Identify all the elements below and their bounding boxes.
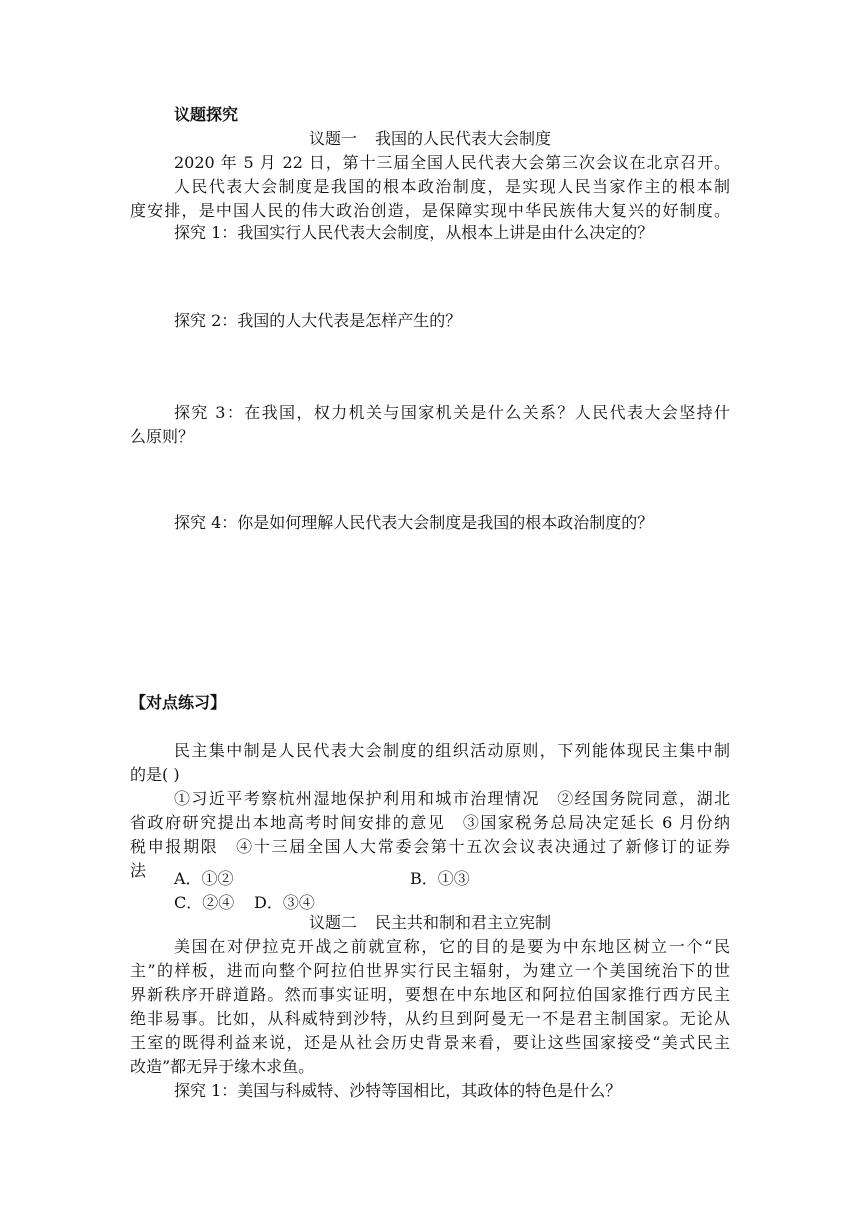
case-paragraph-line: 界新秩序开辟道路。然而事实证明，要想在中东地区和阿拉伯国家推行西方民主 <box>130 985 730 1004</box>
practice-heading: 【对点练习】 <box>130 693 227 712</box>
case-paragraph-line: 美国在对伊拉克开战之前就宣称，它的目的是要为中东地区树立一个“民 <box>174 937 730 956</box>
practice-items: 法 <box>130 861 147 880</box>
option-d: D．③④ <box>254 893 315 912</box>
practice-items: 税申报期限 ④十三届全国人大常委会第十五次会议表决通过了新修订的证券 <box>130 837 730 856</box>
intro-paragraph-line: 2020 年 5 月 22 日，第十三届全国人民代表大会第三次会议在北京召开。 <box>174 153 730 172</box>
case-paragraph-line: 改造”都无异于缘木求鱼。 <box>130 1057 315 1076</box>
topic-title <box>130 911 730 935</box>
question-4: 探究 4：你是如何理解人民代表大会制度是我国的根本政治制度的？ <box>174 513 654 532</box>
option-b: B．①③ <box>410 869 470 888</box>
topic-title-text: 我国的人民代表大会制度 <box>375 129 552 148</box>
practice-stem: 民主集中制是人民代表大会制度的组织活动原则，下列能体现民主集中制 <box>174 741 730 760</box>
option-a: A．①② <box>174 869 234 888</box>
practice-items: ①习近平考察杭州湿地保护利用和城市治理情况 ②经国务院同意，湖北 <box>174 789 730 808</box>
question-1: 探究 1：美国与科威特、沙特等国相比，其政体的特色是什么？ <box>174 1081 622 1100</box>
option-c: C．②④ <box>174 893 235 912</box>
question-2: 探究 2：我国的人大代表是怎样产生的？ <box>174 311 462 330</box>
case-paragraph-line: 王室的既得利益来说，还是从社会历史背景来看，要让这些国家接受“美式民主 <box>130 1033 730 1052</box>
topic-title <box>130 127 730 151</box>
topic-title-prefix: 议题一 <box>308 129 357 148</box>
question-1: 探究 1：我国实行人民代表大会制度，从根本上讲是由什么决定的？ <box>174 223 654 242</box>
case-paragraph-line: 主”的样板，进而向整个阿拉伯世界实行民主辐射，为建立一个美国统治下的世 <box>130 961 730 980</box>
question-3-continued: 么原则？ <box>130 427 195 446</box>
topic-title-text: 民主共和制和君主立宪制 <box>375 913 552 932</box>
practice-items: 省政府研究提出本地高考时间安排的意见 ③国家税务总局决定延长 6 月份纳 <box>130 813 730 832</box>
practice-stem-continued: 的是( ) <box>130 765 180 784</box>
topic-title-prefix: 议题二 <box>308 913 357 932</box>
intro-paragraph-line: 人民代表大会制度是我国的根本政治制度，是实现人民当家作主的根本制 <box>174 177 730 196</box>
case-paragraph-line: 绝非易事。比如，从科威特到沙特，从约旦到阿曼无一不是君主制国家。无论从 <box>130 1009 730 1028</box>
section-heading: 议题探究 <box>174 105 239 124</box>
question-3: 探究 3：在我国，权力机关与国家机关是什么关系？人民代表大会坚持什 <box>174 403 730 422</box>
intro-paragraph-line: 度安排，是中国人民的伟大政治创造，是保障实现中华民族伟大复兴的好制度。 <box>130 201 730 220</box>
